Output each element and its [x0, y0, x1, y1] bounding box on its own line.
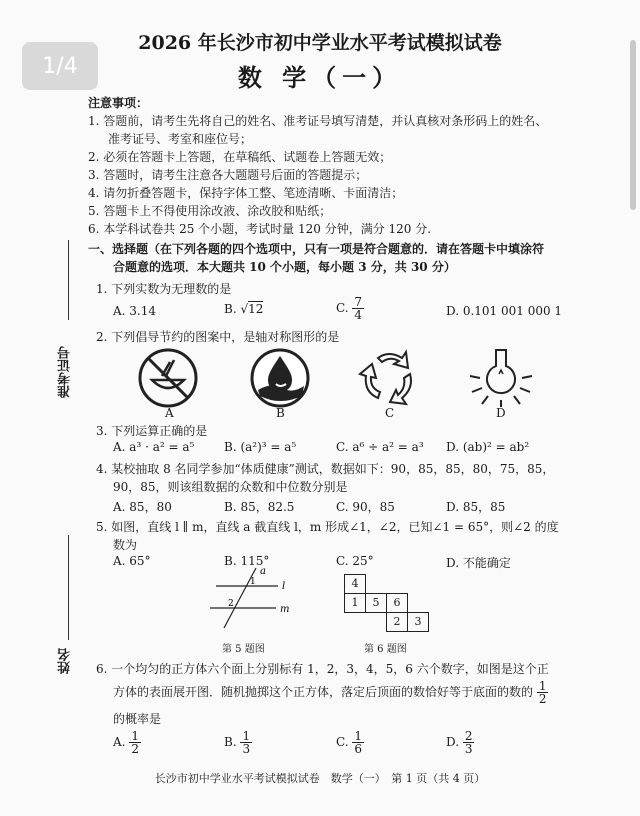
- angle-2: 2: [228, 599, 234, 609]
- q2-label-a: A: [165, 406, 174, 420]
- q5-option-d: D. 不能确定: [446, 556, 511, 570]
- option-label: A.: [113, 735, 126, 749]
- page-indicator-badge: 1/4: [22, 42, 98, 90]
- q5-stem-2: 数为: [113, 538, 138, 552]
- q6-caption: 第 6 题图: [364, 644, 407, 655]
- q3-option-c: C. a⁶ ÷ a² = a³: [336, 440, 424, 454]
- margin-line: [68, 535, 69, 640]
- q1-stem: 1. 下列实数为无理数的是: [96, 282, 232, 296]
- q5-option-a: A. 65°: [113, 554, 151, 568]
- q2-label-b: B: [276, 406, 285, 420]
- note-item: 2. 必须在答题卡上答题，在草稿纸、试题卷上答题无效；: [88, 150, 392, 164]
- q5-option-b: B. 115°: [224, 554, 270, 568]
- option-label: C.: [336, 735, 349, 749]
- numerator: 1: [131, 729, 139, 743]
- net-cell: 4: [344, 574, 366, 594]
- q2-stem: 2. 下列倡导节约的图案中，是轴对称图形的是: [96, 330, 340, 344]
- numerator: 1: [242, 729, 251, 743]
- section-heading-2: 合题意的选项．本大题共 10 个小题，每小题 3 分，共 30 分）: [113, 260, 456, 274]
- recycle-arrows-icon: [356, 344, 422, 410]
- note-item: 1. 答题前，请考生先将自己的姓名、准考证号填写清楚，并认真核对条形码上的姓名、: [88, 114, 548, 128]
- numerator: 1: [354, 729, 363, 743]
- light-bulb-icon: [466, 344, 536, 408]
- denominator: 6: [354, 742, 363, 756]
- q6-stem: 6. 一个均匀的正方体六个面上分别标有 1，2，3，4，5，6 六个数字，如图是这个正: [96, 662, 549, 676]
- net-cell: 2: [386, 612, 408, 632]
- q1-option-a: A. 3.14: [113, 304, 157, 318]
- fraction: [537, 680, 549, 705]
- fraction: [463, 730, 475, 755]
- name-label: 姓名: [58, 648, 73, 674]
- numerator: 1: [538, 679, 547, 693]
- net-cell: 5: [365, 593, 387, 613]
- exam-title: 2026 年长沙市初中学业水平考试模拟试卷: [138, 32, 502, 54]
- option-label: C.: [336, 301, 349, 315]
- net-cell: 1: [344, 593, 366, 613]
- q6-option-c: [336, 730, 364, 755]
- q1-option-b: [224, 302, 263, 316]
- q1-option-d: D. 0.101 001 000 1: [446, 304, 563, 318]
- q4-stem: 4. 某校抽取 8 名同学参加“体质健康”测试，数据如下：90，85，85，80，75，85，: [96, 462, 555, 476]
- option-label: D.: [446, 735, 460, 749]
- q4-option-d: D. 85，85: [446, 500, 506, 514]
- note-item: 4. 请勿折叠答题卡，保持字体工整、笔迹清晰、卡面清洁；: [88, 186, 404, 200]
- q3-option-d: D. (ab)² = ab²: [446, 440, 530, 454]
- label-a: a: [260, 566, 266, 577]
- no-waste-bowl-icon: [136, 346, 200, 410]
- exam-number-label: 准考证号: [58, 346, 73, 398]
- note-item: 6. 本学科试卷共 25 个小题，考试时量 120 分钟，满分 120 分.: [88, 222, 432, 236]
- numerator: 7: [354, 295, 363, 309]
- numerator: 2: [464, 729, 473, 743]
- q4-option-b: B. 85，82.5: [224, 500, 295, 514]
- notes-heading: 注意事项：: [88, 96, 149, 110]
- q6-figure: [344, 574, 432, 634]
- denominator: 3: [464, 742, 473, 756]
- q6-option-b: [224, 730, 252, 755]
- margin-line: [68, 240, 69, 320]
- fraction: [240, 730, 252, 755]
- denominator: 4: [354, 308, 363, 322]
- q2-label-d: D: [496, 406, 506, 420]
- note-item: 准考证号、考室和座位号；: [108, 132, 253, 146]
- q6-stem-2: [113, 680, 548, 705]
- q4-stem-2: 90，85，则该组数据的众数和中位数分别是: [113, 480, 348, 494]
- q6-option-d: [446, 730, 474, 755]
- subject-title: 数 学（一）: [237, 63, 403, 92]
- sqrt-symbol: √: [240, 302, 249, 316]
- q4-option-a: A. 85，80: [113, 500, 172, 514]
- q3-stem: 3. 下列运算正确的是: [96, 424, 208, 438]
- radicand: 12: [248, 302, 264, 316]
- angle-1: 1: [250, 577, 256, 587]
- q3-option-a: A. a³ · a² = a⁵: [113, 440, 195, 454]
- option-label: B.: [224, 735, 237, 749]
- label-m: m: [280, 604, 290, 615]
- page-footer: 长沙市初中学业水平考试模拟试卷 数学（一） 第 1 页（共 4 页）: [154, 772, 486, 785]
- option-label: B.: [224, 302, 237, 316]
- denominator: 3: [242, 742, 251, 756]
- fraction: [352, 296, 364, 321]
- note-item: 5. 答题卡上不得使用涂改液、涂改胶和贴纸；: [88, 204, 332, 218]
- q6-stem-2-text: 方体的表面展开图．随机抛掷这个正方体，落定后顶面的数恰好等于底面的数的: [113, 685, 534, 699]
- q6-stem-3: 的概率是: [113, 712, 162, 726]
- q2-label-c: C: [385, 406, 395, 420]
- q5-figure: [206, 566, 296, 636]
- fraction: [129, 730, 141, 755]
- water-drop-icon: [248, 346, 312, 410]
- q1-option-c: [336, 296, 364, 321]
- q5-caption: 第 5 题图: [222, 644, 265, 655]
- net-cell: 6: [386, 593, 408, 613]
- q6-option-a: [113, 730, 141, 755]
- q3-option-b: B. (a²)³ = a⁵: [224, 440, 297, 454]
- note-item: 3. 答题时，请考生注意各大题题号后面的答题提示；: [88, 168, 368, 182]
- label-l: l: [282, 581, 286, 592]
- section-heading: 一、选择题（在下列各题的四个选项中，只有一项是符合题意的．请在答题卡中填涂符: [88, 242, 545, 256]
- denominator: 2: [538, 692, 547, 706]
- q5-option-c: C. 25°: [336, 554, 374, 568]
- fraction: [352, 730, 364, 755]
- net-cell: 3: [407, 612, 429, 632]
- q5-stem: 5. 如图，直线 l ∥ m，直线 a 截直线 l，m 形成∠1，∠2，已知∠1 = 65°，则∠2 的度: [96, 520, 559, 534]
- q4-option-c: C. 90，85: [336, 500, 395, 514]
- denominator: 2: [131, 742, 139, 756]
